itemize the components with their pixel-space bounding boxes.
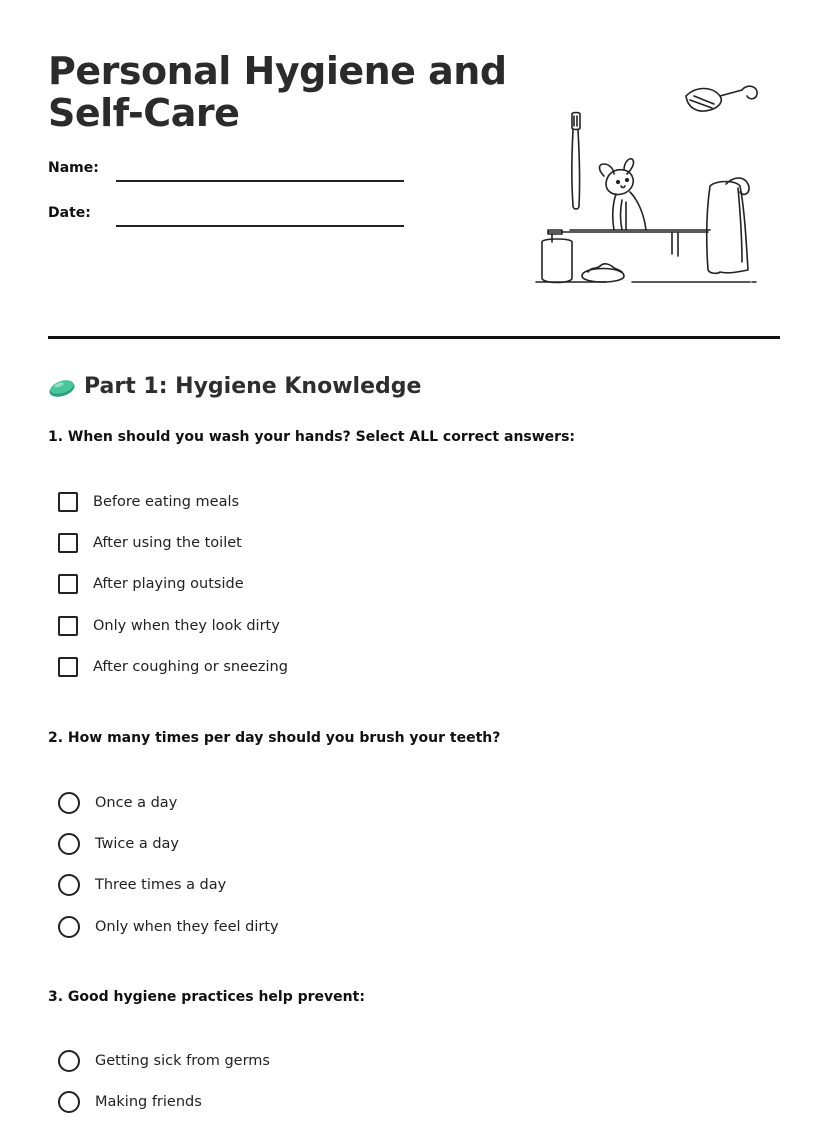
- date-field[interactable]: [48, 205, 408, 229]
- radio-button[interactable]: [58, 874, 80, 896]
- option-item[interactable]: [58, 647, 288, 688]
- option-item[interactable]: [58, 906, 279, 947]
- checkbox[interactable]: [58, 492, 78, 512]
- option-label: Once a day: [95, 794, 178, 811]
- radio-button[interactable]: [58, 792, 80, 814]
- option-item[interactable]: [58, 605, 288, 646]
- checkbox[interactable]: [58, 533, 78, 553]
- option-item[interactable]: [58, 522, 288, 563]
- checkbox[interactable]: [58, 616, 78, 636]
- page-title: [48, 50, 507, 134]
- question-2-options: [58, 782, 279, 948]
- name-line[interactable]: [116, 180, 404, 182]
- shower-head-icon: [686, 86, 757, 111]
- option-item[interactable]: [58, 782, 279, 823]
- date-line[interactable]: [116, 225, 404, 227]
- question-1: 1. When should you wash your hands? Select ALL correct answers:: [48, 429, 576, 445]
- title-line-2: Self-Care: [48, 91, 240, 135]
- bunny-icon: [600, 159, 647, 230]
- part1-title-text: Part 1: Hygiene Knowledge: [84, 374, 422, 399]
- soap-bar-icon: [582, 264, 624, 282]
- checkbox[interactable]: [58, 574, 78, 594]
- question-2: 2. How many times per day should you brush your teeth?: [48, 730, 501, 746]
- soap-dispenser-icon: [542, 230, 572, 283]
- option-label: Getting sick from germs: [95, 1052, 270, 1069]
- part1-title: [48, 374, 421, 399]
- option-label: Only when they look dirty: [93, 617, 280, 634]
- option-item[interactable]: [58, 1040, 270, 1081]
- option-label: Only when they feel dirty: [95, 918, 279, 935]
- option-label: Making friends: [95, 1094, 202, 1111]
- radio-button[interactable]: [58, 1050, 80, 1072]
- section-divider: [48, 336, 780, 339]
- option-label: After using the toilet: [93, 535, 242, 552]
- toothbrush-icon: [572, 113, 580, 210]
- option-label: Before eating meals: [93, 493, 240, 510]
- option-item[interactable]: [58, 823, 279, 864]
- title-line-1: Personal Hygiene and: [48, 49, 507, 93]
- radio-button[interactable]: [58, 916, 80, 938]
- name-label: Name:: [48, 160, 99, 176]
- question-3: 3. Good hygiene practices help prevent:: [48, 989, 365, 1005]
- option-label: Three times a day: [95, 877, 227, 894]
- date-label: Date:: [48, 205, 91, 221]
- option-label: After playing outside: [93, 576, 244, 593]
- option-item[interactable]: [58, 481, 288, 522]
- option-label: After coughing or sneezing: [93, 659, 288, 676]
- option-item[interactable]: [58, 1081, 270, 1122]
- checkbox[interactable]: [58, 657, 78, 677]
- question-1-options: [58, 481, 288, 688]
- towel-icon: [707, 178, 749, 273]
- counter-icon: [536, 230, 756, 282]
- option-item[interactable]: [58, 865, 279, 906]
- radio-button[interactable]: [58, 833, 80, 855]
- option-item[interactable]: [58, 564, 288, 605]
- radio-button[interactable]: [58, 1091, 80, 1113]
- option-label: Twice a day: [95, 836, 180, 853]
- soap-bar-icon: [48, 376, 76, 398]
- question-3-options: [58, 1040, 270, 1123]
- bathroom-illustration: [528, 76, 764, 292]
- name-field[interactable]: [48, 160, 408, 184]
